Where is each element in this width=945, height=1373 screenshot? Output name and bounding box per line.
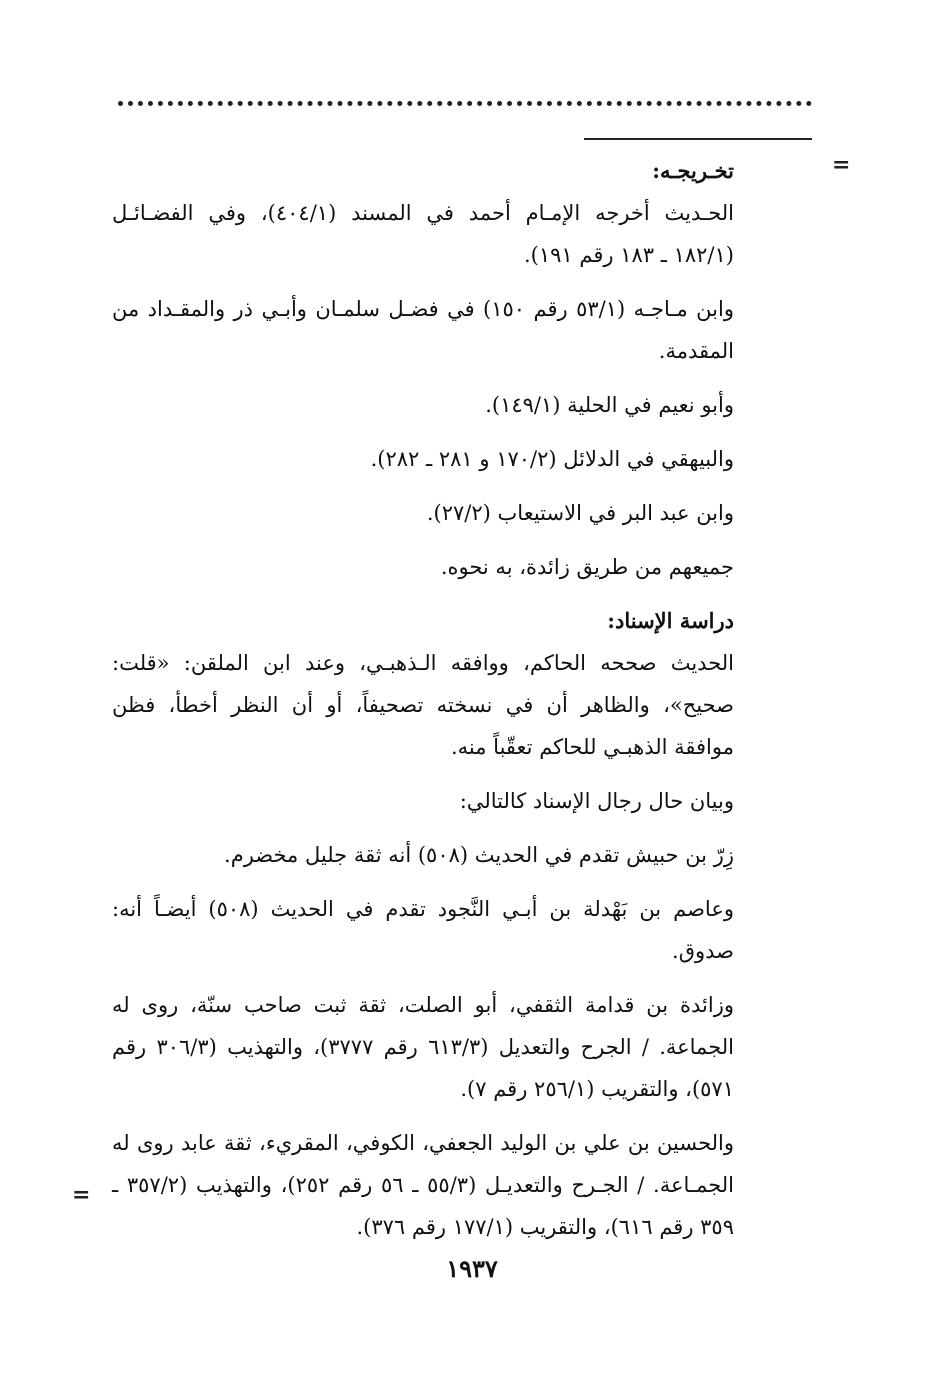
header-dotted-line <box>118 88 812 106</box>
section-heading-isnad-study: دراسة الإسناد: <box>607 608 734 633</box>
paragraph: وزائدة بن قدامة الثقفي، أبو الصلت، ثقة ثبت صاحب سنّة، روى له الجماعة. / الجرح والتعديل (٦١٣/٣ رقم ٣٧٧٧)، والتهذيب (٣٠٦/٣ رقم ٥٧١)، والتقريب (٢٥٦/١ رقم ٧). <box>112 993 734 1101</box>
continuation-mark-top: = <box>832 152 851 178</box>
paragraph: والحسين بن علي بن الوليد الجعفي، الكوفي، المقريء، ثقة عابد روى له الجمـاعة. / الجـرح والتعديـل (٥٥/٣ ـ ٥٦ رقم ٢٥٢)، والتهذيب (٣٥٧/٢ ـ ٣٥٩ رقم ٦١٦)، والتقريب (١٧٧/١ رقم ٣٧٦). <box>112 1131 734 1239</box>
paragraph: والبيهقي في الدلائل (١٧٠/٢ و ٢٨١ ـ ٢٨٢). <box>370 447 734 471</box>
footnote-separator-rule <box>584 138 812 140</box>
paragraph: وأبو نعيم في الحلية (١٤٩/١). <box>485 393 734 417</box>
paragraph: وابن عبد البر في الاستيعاب (٢٧/٢). <box>426 501 734 525</box>
page-number: ١٩٣٧ <box>446 1254 498 1283</box>
continuation-mark-bottom: = <box>72 1182 91 1208</box>
paragraph: زِرّ بن حبيش تقدم في الحديث (٥٠٨) أنه ثقة جليل مخضرم. <box>224 843 734 867</box>
section-heading-takhrij: تخـريجـه: <box>652 158 734 183</box>
paragraph: الحـديث أخرجه الإمـام أحمد في المسند (٤٠٤/١)، وفي الفضـائـل (١٨٢/١ ـ ١٨٣ رقم ١٩١). <box>112 201 734 267</box>
paragraph: وبيان حال رجال الإسناد كالتالي: <box>459 789 734 813</box>
paragraph: جميعهم من طريق زائدة، به نحوه. <box>440 555 734 579</box>
paragraph: وابن مـاجـه (٥٣/١ رقم ١٥٠) في فضـل سلمـان وأبـي ذر والمقـداد من المقدمة. <box>112 297 734 363</box>
page-body <box>112 150 734 1260</box>
paragraph: وعاصم بن بَهْدلة بن أبـي النَّجود تقدم في الحديث (٥٠٨) أيضـاً أنه: صدوق. <box>112 897 734 963</box>
paragraph: الحديث صححه الحاكم، ووافقه الـذهبـي، وعند ابن الملقن: «قلت: صحيح»، والظاهر أن في نسخته تصحيفاً، أو أن النظر أخطأ، فظن موافقة الذهبـي للحاكم تعقّباً منه. <box>112 651 734 759</box>
